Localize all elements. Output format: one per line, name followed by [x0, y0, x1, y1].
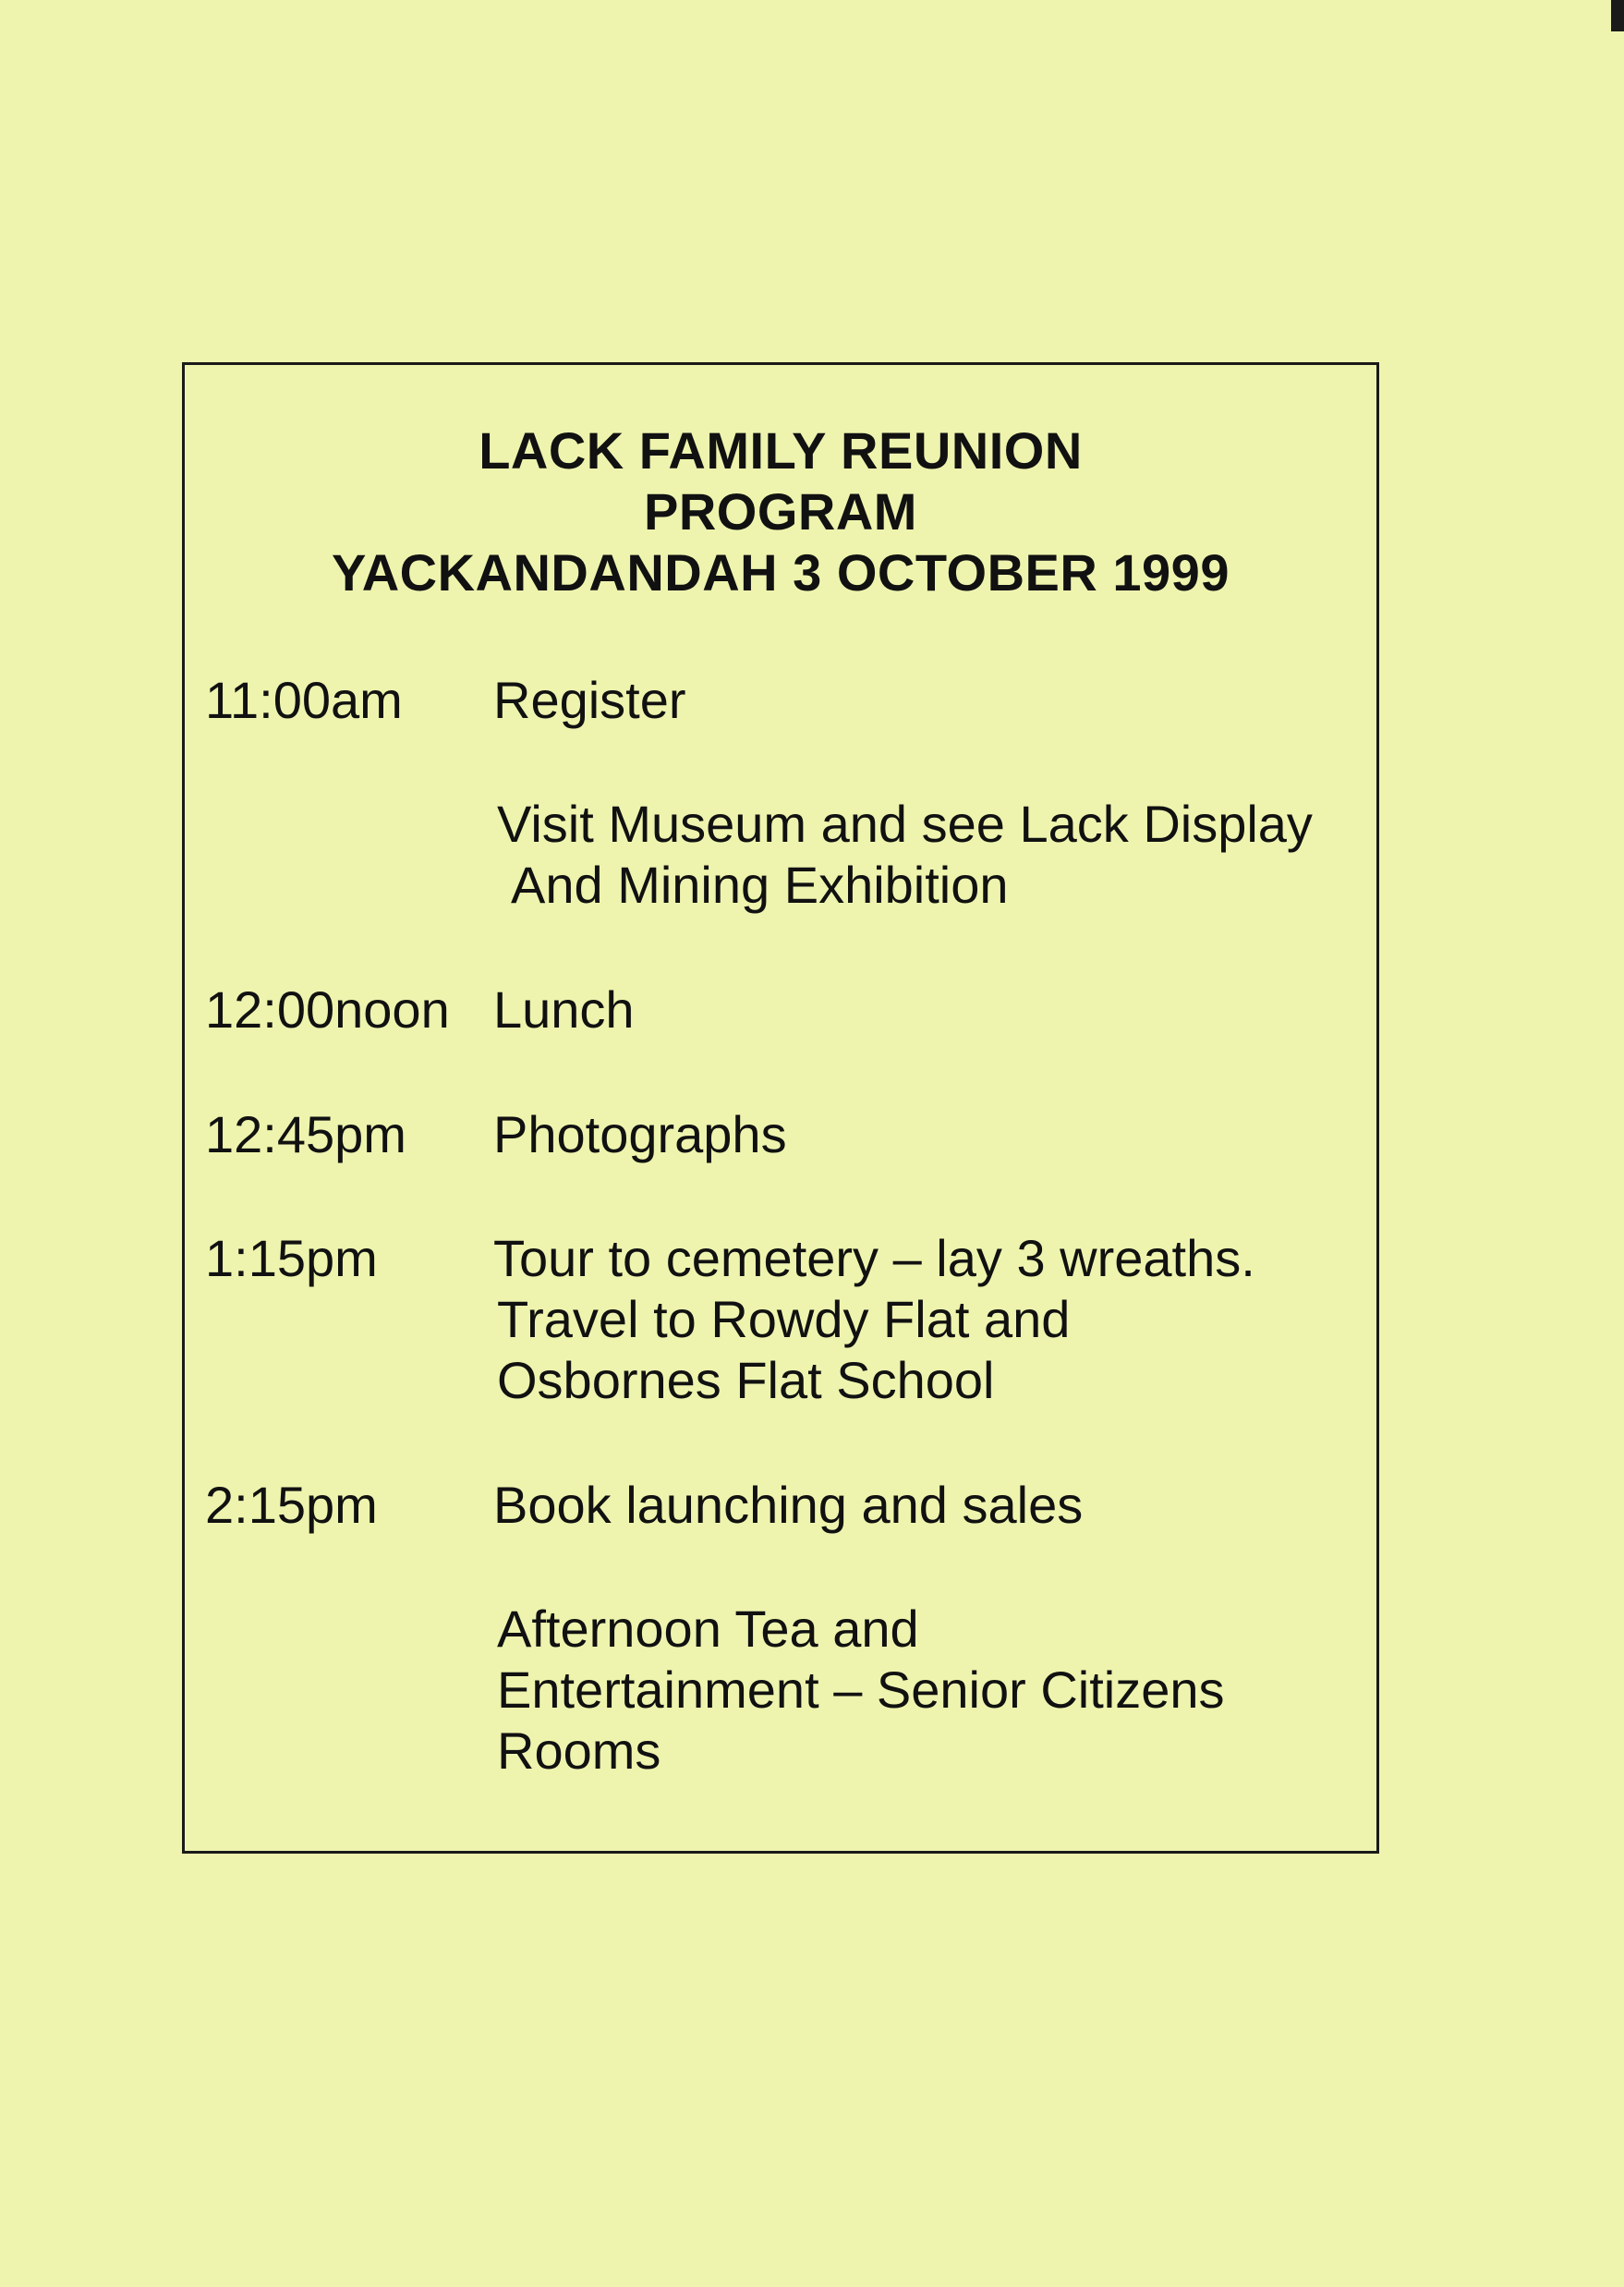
event-line: Travel to Rowdy Flat and: [497, 1290, 1071, 1348]
schedule-time-3: 12:00noon: [205, 980, 450, 1039]
schedule-event-6: [493, 1475, 1083, 1536]
schedule-time-5: 1:15pm: [205, 1229, 378, 1287]
program-box: [182, 362, 1379, 1854]
schedule-time-6: 2:15pm: [205, 1476, 378, 1534]
schedule-event-7: [497, 1599, 1225, 1782]
schedule-event-3: [493, 979, 635, 1040]
event-line: Afternoon Tea and: [497, 1600, 919, 1658]
event-line: Osbornes Flat School: [497, 1351, 995, 1409]
event-line: Register: [493, 671, 686, 729]
event-line: Photographs: [493, 1105, 787, 1163]
schedule-event-4: [493, 1104, 787, 1165]
event-line: Lunch: [493, 980, 635, 1039]
schedule-time-1: 11:00am: [205, 671, 403, 729]
event-line: Book launching and sales: [493, 1476, 1084, 1534]
title-line-1: LACK FAMILY REUNION: [479, 421, 1083, 480]
schedule-event-1: [493, 670, 686, 731]
schedule-event-2: [497, 794, 1313, 916]
schedule-time-4: 12:45pm: [205, 1105, 406, 1163]
title-line-3: YACKANDANDAH 3 OCTOBER 1999: [332, 543, 1230, 602]
event-line: Tour to cemetery – lay 3 wreaths.: [493, 1229, 1255, 1287]
scan-edge-mark: [1611, 0, 1624, 31]
event-line: And Mining Exhibition: [511, 856, 1009, 914]
event-line: Entertainment – Senior Citizens: [497, 1661, 1225, 1719]
event-line: Visit Museum and see Lack Display: [497, 795, 1313, 853]
event-line: Rooms: [497, 1721, 661, 1780]
title-line-2: PROGRAM: [644, 482, 917, 541]
schedule-event-5: [493, 1228, 1255, 1411]
